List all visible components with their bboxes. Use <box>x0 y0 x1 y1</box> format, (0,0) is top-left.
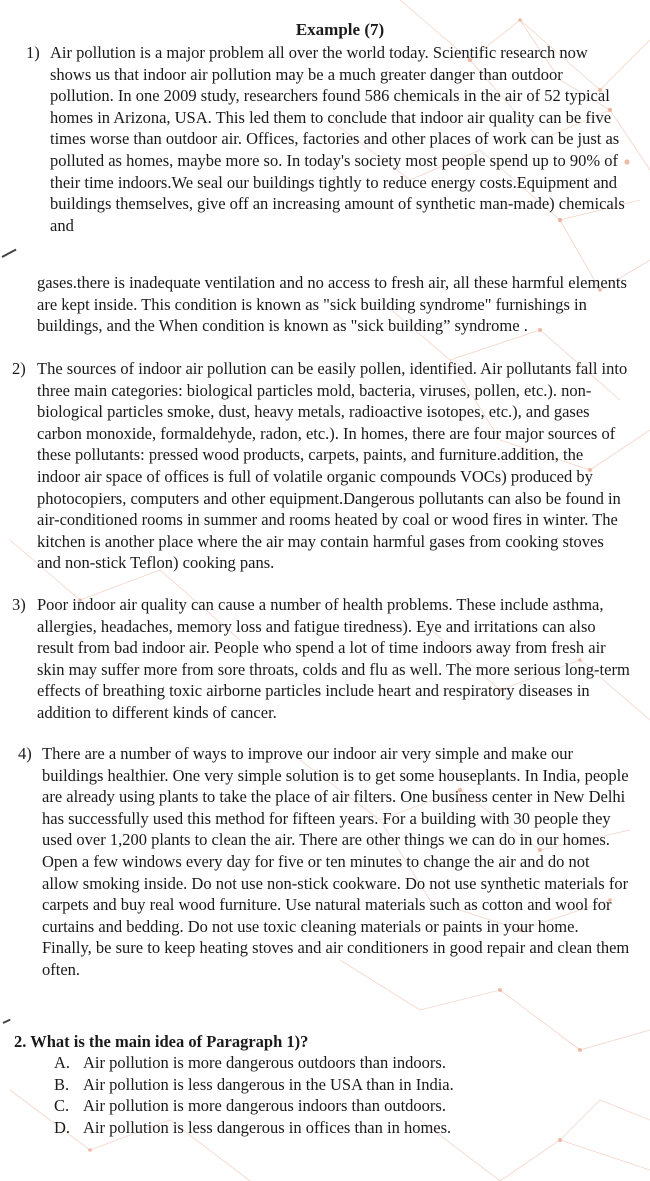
question-stem: 2. What is the main idea of Paragraph 1)? <box>14 1032 309 1051</box>
option-text: Air pollution is less dangerous in the USA than in India. <box>83 1074 454 1094</box>
paragraph-text: Air pollution is a major problem all over the world today. Scientific research now shows us that indoor air pollution may be a much greater danger than outdoor pollution. In one 2009 study, researchers found 586 chemicals in the air of 52 typical homes in Arizona, USA. This led them to conclude that indoor air quality can be five times worse than outdoor air. Offices, factories and other places of work can be just as polluted as homes, maybe more so. In today's society most people spend up to 90% of their time indoors.We seal our buildings tightly to reduce energy costs.Equipment and buildings themselves, give off an increasing amount of synthetic man-made) chemicals and <box>50 43 625 235</box>
page-break-mark-top <box>2 249 17 258</box>
option-letter: D. <box>54 1117 71 1137</box>
paragraph-2 <box>12 358 630 574</box>
paragraph-text: The sources of indoor air pollution can be easily pollen, identified. Air pollutants fall into three main categories: biological particles mold, bacteria, viruses, pollen, etc.). non-biological particles smoke, dust, heavy metals, radioactive isotopes, etc.), and gases carbon monoxide, formaldehyde, radon, etc.). In homes, there are four major sources of these pollutants: pressed wood products, carpets, paints, and furniture.addition, the indoor air space of offices is full of volatile organic compounds VOCs) produced by photocopiers, computers and other equipment.Dangerous pollutants can also be found in air-conditioned rooms in summer and rooms heated by coal or wood fires in winter. The kitchen is another place where the air may contain harmful gases from cooking stoves and non-stick Teflon) cooking pans. <box>37 359 628 573</box>
option-letter: C. <box>54 1096 70 1116</box>
paragraph-number: 3) <box>12 595 26 614</box>
option-a[interactable] <box>54 1052 614 1074</box>
paragraph-number: 2) <box>12 359 26 378</box>
option-d[interactable] <box>54 1117 614 1139</box>
example-title: Example (7) <box>295 20 385 39</box>
answer-options <box>54 1052 614 1138</box>
paragraph-1 <box>26 42 630 236</box>
option-text: Air pollution is more dangerous outdoors than indoors. <box>83 1053 446 1072</box>
paragraph-number: 1) <box>26 43 40 62</box>
option-text: Air pollution is less dangerous in offices than in homes. <box>83 1117 452 1137</box>
option-c[interactable] <box>54 1095 614 1117</box>
option-letter: A. <box>54 1053 71 1072</box>
paragraph-3 <box>12 594 630 724</box>
paragraph-text: gases.there is inadequate ventilation and no access to fresh air, all these harmful elements are kept inside. This condition is known as "sick building syndrome" furnishings in buildings, and the When condition is known as "sick building” syndrome . <box>37 273 627 336</box>
paragraph-1-continued <box>37 272 631 337</box>
paragraph-number: 4) <box>18 744 32 763</box>
option-text: Air pollution is more dangerous indoors than outdoors. <box>83 1096 446 1116</box>
option-letter: B. <box>54 1074 70 1094</box>
paragraph-text: There are a number of ways to improve our indoor air very simple and make our buildings healthier. One very simple solution is to get some houseplants. In India, people are already using plants to take the place of air filters. One business center in New Delhi has successfully used this method for fifteen years. For a building with 30 people they used over 1,200 plants to clean the air. There are other things we can do in our homes. Open a few windows every day for five or ten minutes to change the air and do not allow smoking inside. Do not use non-stick cookware. Do not use synthetic materials for carpets and buy real wood furniture. Use natural materials such as cotton and wool for curtains and bedding. Do not use toxic cleaning materials or paints in your home. Finally, be sure to keep heating stoves and air conditioners in good repair and clean them often. <box>42 744 630 979</box>
page-break-mark-bottom <box>3 1019 11 1024</box>
option-b[interactable] <box>54 1074 614 1096</box>
paragraph-text: Poor indoor air quality can cause a number of health problems. These include asthma, allergies, headaches, memory loss and fatigue tiredness). Eye and irritations can also result from bad indoor air. People who spend a lot of time indoors away from fresh air skin may suffer more from sore throats, colds and flu as well. The more serious long-term effects of breathing toxic airborne particles include heart and respiratory diseases in addition to different kinds of cancer. <box>37 595 630 722</box>
paragraph-4 <box>18 743 630 981</box>
